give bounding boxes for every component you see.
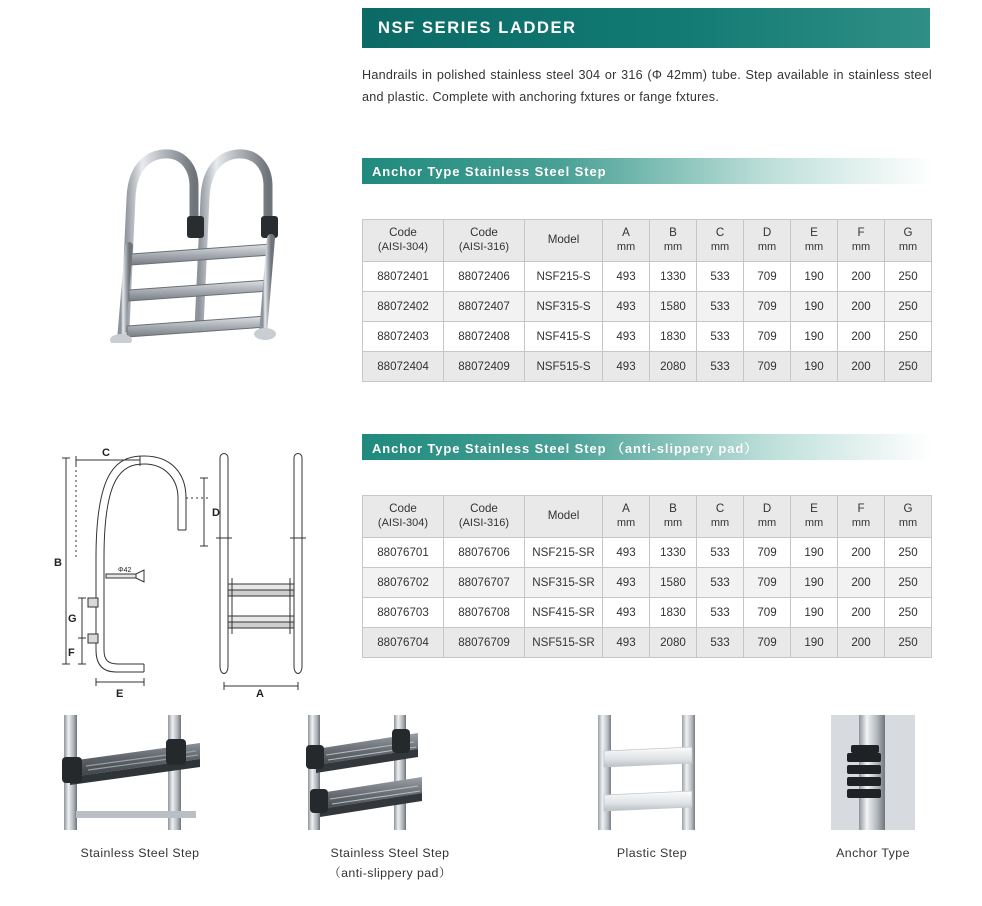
th-line1: G [903, 502, 913, 516]
cell-g: 250 [885, 598, 932, 628]
cell-b: 2080 [650, 628, 697, 658]
cell-g: 250 [885, 292, 932, 322]
thumbnail-caption: Anchor Type [836, 846, 910, 860]
th-d [744, 496, 791, 538]
th-line1: A [622, 226, 630, 240]
th-line2: (AISI-304) [377, 240, 429, 253]
thumbnail-stainless-step-antislip [290, 715, 490, 884]
dim-label-c: C [102, 447, 110, 459]
th-line1: Model [547, 233, 580, 247]
cell-c: 533 [697, 538, 744, 568]
cell-e: 190 [791, 628, 838, 658]
cell-e: 190 [791, 292, 838, 322]
th-line1: G [903, 226, 913, 240]
thumbnail-image [290, 715, 490, 830]
th-line1: D [762, 226, 772, 240]
cell-b: 1830 [650, 598, 697, 628]
section-banner-1 [362, 158, 932, 184]
intro-paragraph: Handrails in polished stainless steel 304 or 316 (Φ 42mm) tube. Step available in stainless steel and plastic. Complete with anchoring fxtures or fange fxtures. [362, 68, 932, 105]
cell-g: 250 [885, 322, 932, 352]
thumbnail-caption: Stainless Steel Step [80, 846, 200, 860]
th-line2: mm [851, 240, 871, 253]
th-line1: F [857, 226, 865, 240]
cell-code-316: 88072407 [444, 292, 525, 322]
cell-e: 190 [791, 568, 838, 598]
cell-e: 190 [791, 322, 838, 352]
cell-model: NSF215-S [525, 262, 603, 292]
cell-a: 493 [603, 598, 650, 628]
cell-a: 493 [603, 568, 650, 598]
th-code-304 [363, 496, 444, 538]
th-line1: B [669, 226, 677, 240]
th-line2: (AISI-316) [458, 516, 510, 529]
dim-label-f: F [68, 647, 75, 659]
cell-code-304: 88076703 [363, 598, 444, 628]
cell-g: 250 [885, 628, 932, 658]
th-a [603, 220, 650, 262]
cell-model: NSF315-S [525, 292, 603, 322]
th-line2: mm [757, 240, 777, 253]
thumbnail-plastic-step [552, 715, 752, 864]
table-row [363, 628, 932, 658]
cell-code-304: 88072401 [363, 262, 444, 292]
cell-d: 709 [744, 262, 791, 292]
th-b [650, 220, 697, 262]
cell-b: 1580 [650, 292, 697, 322]
table-row [363, 322, 932, 352]
dim-label-d: D [212, 507, 220, 519]
spec-table-1 [362, 219, 932, 382]
cell-code-316: 88072409 [444, 352, 525, 382]
cell-code-304: 88072404 [363, 352, 444, 382]
th-line2: mm [710, 240, 730, 253]
th-line2: mm [616, 516, 636, 529]
cell-e: 190 [791, 598, 838, 628]
cell-a: 493 [603, 538, 650, 568]
cell-code-316: 88076707 [444, 568, 525, 598]
th-e [791, 220, 838, 262]
cell-d: 709 [744, 322, 791, 352]
spec-table-2 [362, 495, 932, 658]
thumbnail-anchor-type [773, 715, 973, 864]
cell-code-316: 88072408 [444, 322, 525, 352]
cell-code-304: 88072403 [363, 322, 444, 352]
th-line1: F [857, 502, 865, 516]
cell-f: 200 [838, 322, 885, 352]
th-line2: (AISI-304) [377, 516, 429, 529]
th-line1: Code [389, 226, 417, 240]
dim-label-b: B [54, 557, 62, 569]
cell-d: 709 [744, 352, 791, 382]
cell-c: 533 [697, 628, 744, 658]
th-line1: E [810, 502, 818, 516]
th-code-304 [363, 220, 444, 262]
cell-g: 250 [885, 352, 932, 382]
cell-model: NSF215-SR [525, 538, 603, 568]
thumbnail-image [773, 715, 973, 830]
th-b [650, 496, 697, 538]
th-line1: D [762, 502, 772, 516]
th-line2: mm [710, 516, 730, 529]
cell-a: 493 [603, 322, 650, 352]
table-row [363, 568, 932, 598]
th-line1: B [669, 502, 677, 516]
th-line1: A [622, 502, 630, 516]
cell-model: NSF515-SR [525, 628, 603, 658]
cell-f: 200 [838, 262, 885, 292]
cell-f: 200 [838, 292, 885, 322]
th-line1: C [715, 502, 725, 516]
cell-d: 709 [744, 598, 791, 628]
cell-b: 1580 [650, 568, 697, 598]
cell-a: 493 [603, 628, 650, 658]
cell-code-304: 88072402 [363, 292, 444, 322]
cell-g: 250 [885, 568, 932, 598]
th-line2: mm [663, 240, 683, 253]
dim-label-tube: Φ42 [118, 567, 132, 574]
page-title: NSF SERIES LADDER [378, 18, 577, 37]
th-line2: (AISI-316) [458, 240, 510, 253]
cell-d: 709 [744, 292, 791, 322]
cell-f: 200 [838, 628, 885, 658]
cell-c: 533 [697, 262, 744, 292]
th-a [603, 496, 650, 538]
ladder-photo [95, 78, 285, 343]
section-banner-2-label: Anchor Type Stainless Steel Step （anti-slippery pad） [372, 440, 759, 456]
th-g [885, 496, 932, 538]
th-f [838, 220, 885, 262]
cell-code-304: 88076702 [363, 568, 444, 598]
cell-b: 1330 [650, 538, 697, 568]
cell-code-304: 88076704 [363, 628, 444, 658]
th-line1: Code [389, 502, 417, 516]
thumbnail-strip [0, 715, 982, 905]
table-row [363, 538, 932, 568]
th-e [791, 496, 838, 538]
th-model [525, 496, 603, 538]
cell-a: 493 [603, 292, 650, 322]
th-line2: mm [898, 240, 918, 253]
th-line2: mm [804, 240, 824, 253]
table-row [363, 262, 932, 292]
th-c [697, 220, 744, 262]
cell-code-316: 88076706 [444, 538, 525, 568]
thumbnail-image [552, 715, 752, 830]
th-line2: mm [898, 516, 918, 529]
th-line1: C [715, 226, 725, 240]
cell-c: 533 [697, 598, 744, 628]
cell-model: NSF415-SR [525, 598, 603, 628]
dim-label-a: A [256, 688, 264, 700]
thumbnail-caption: Plastic Step [616, 846, 688, 860]
cell-d: 709 [744, 538, 791, 568]
cell-model: NSF415-S [525, 322, 603, 352]
cell-code-316: 88076709 [444, 628, 525, 658]
technical-drawing [40, 438, 340, 703]
table-row [363, 352, 932, 382]
cell-b: 1830 [650, 322, 697, 352]
cell-d: 709 [744, 628, 791, 658]
cell-f: 200 [838, 352, 885, 382]
th-f [838, 496, 885, 538]
thumbnail-caption: Stainless Steel Step [330, 846, 450, 860]
section-banner-2 [362, 434, 932, 460]
cell-e: 190 [791, 262, 838, 292]
th-line2: mm [616, 240, 636, 253]
cell-d: 709 [744, 568, 791, 598]
dim-label-g: G [68, 613, 77, 625]
cell-c: 533 [697, 352, 744, 382]
cell-e: 190 [791, 352, 838, 382]
th-line2: mm [663, 516, 683, 529]
th-line2: mm [804, 516, 824, 529]
cell-e: 190 [791, 538, 838, 568]
cell-c: 533 [697, 292, 744, 322]
th-line1: E [810, 226, 818, 240]
th-d [744, 220, 791, 262]
section-banner-1-label: Anchor Type Stainless Steel Step [372, 163, 607, 179]
th-model [525, 220, 603, 262]
cell-code-304: 88076701 [363, 538, 444, 568]
thumbnail-caption-2: （anti-slippery pad） [328, 865, 452, 880]
thumbnail-image [40, 715, 240, 830]
cell-f: 200 [838, 568, 885, 598]
cell-a: 493 [603, 352, 650, 382]
cell-model: NSF315-SR [525, 568, 603, 598]
dim-label-e: E [116, 688, 124, 700]
th-g [885, 220, 932, 262]
th-code-316 [444, 496, 525, 538]
cell-b: 2080 [650, 352, 697, 382]
th-c [697, 496, 744, 538]
table-row [363, 292, 932, 322]
page-title-banner [362, 8, 930, 48]
table-header-row [363, 220, 932, 262]
cell-code-316: 88076708 [444, 598, 525, 628]
th-line2: mm [851, 516, 871, 529]
table-row [363, 598, 932, 628]
cell-f: 200 [838, 598, 885, 628]
cell-g: 250 [885, 262, 932, 292]
cell-c: 533 [697, 568, 744, 598]
thumbnail-stainless-step [40, 715, 240, 864]
th-line1: Code [470, 226, 498, 240]
cell-c: 533 [697, 322, 744, 352]
th-line1: Code [470, 502, 498, 516]
cell-f: 200 [838, 538, 885, 568]
cell-b: 1330 [650, 262, 697, 292]
th-line2: mm [757, 516, 777, 529]
cell-a: 493 [603, 262, 650, 292]
th-code-316 [444, 220, 525, 262]
cell-code-316: 88072406 [444, 262, 525, 292]
table-header-row [363, 496, 932, 538]
cell-g: 250 [885, 538, 932, 568]
cell-model: NSF515-S [525, 352, 603, 382]
th-line1: Model [547, 509, 580, 523]
